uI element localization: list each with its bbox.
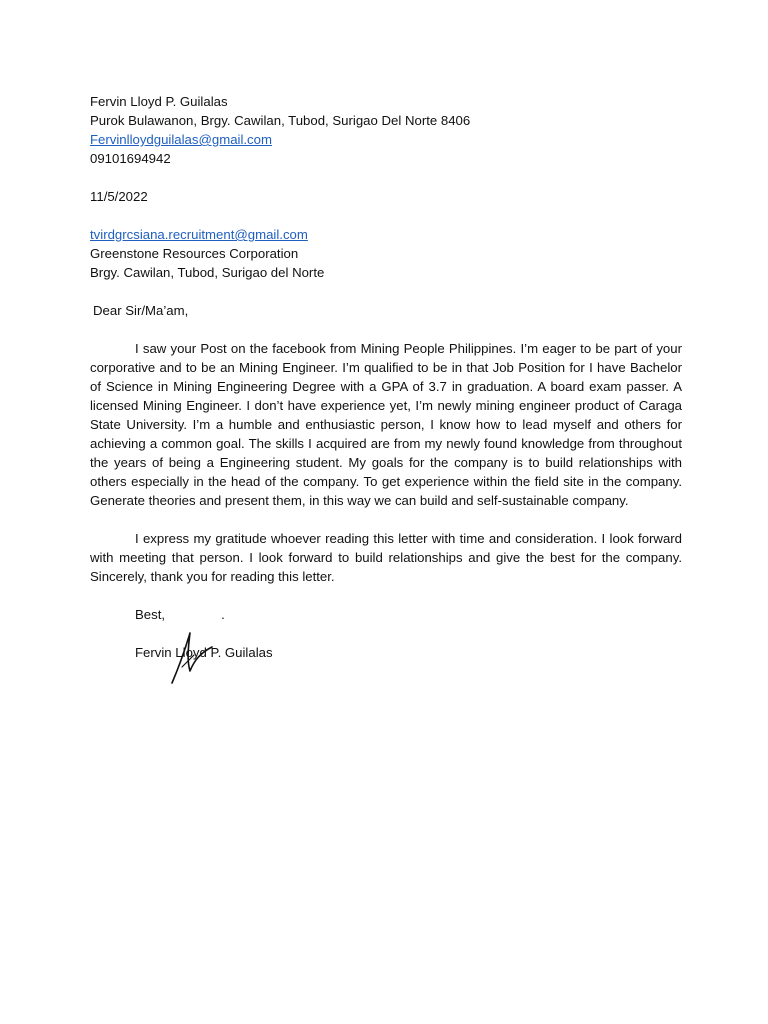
sender-address: Purok Bulawanon, Brgy. Cawilan, Tubod, Surigao Del Norte 8406 (90, 113, 471, 128)
handwritten-signature-icon (166, 627, 214, 685)
spacer (90, 168, 682, 187)
signed-name: Fervin Lloyd P. Guilalas (135, 645, 273, 660)
recipient-company: Greenstone Resources Corporation (90, 246, 299, 261)
spacer (90, 586, 682, 605)
spacer (90, 510, 682, 529)
spacer (90, 206, 682, 225)
sender-name: Fervin Lloyd P. Guilalas (90, 94, 228, 109)
cover-letter (90, 92, 682, 662)
body-paragraph-1: I saw your Post on the facebook from Mining People Philippines. I’m eager to be part of your corporative and to be an Mining Engineer. I’m qualified to be in that Job Position for I have Bachelor of Science in Mining Engineering Degree with a GPA of 3.7 in graduation. A board exam passer. A licensed Mining Engineer. I don’t have experience yet, I’m newly mining engineer product of Caraga State University. I’m a humble and enthusiastic person, I know how to lead myself and others for achieving a common goal. The skills I acquired are from my newly found knowledge from throughout the years of being a Engineering student. My goals for the company is to build relationships with others especially in the head of the company. To get experience within the field site in the company. Generate theories and present them, in this way we can build and self-sustainable company. (90, 341, 682, 508)
recipient-address: Brgy. Cawilan, Tubod, Surigao del Norte (90, 265, 325, 280)
sender-email-link[interactable]: Fervinlloydguilalas@gmail.com (90, 132, 272, 147)
closing-word: Best, (135, 607, 166, 622)
sender-phone: 09101694942 (90, 151, 171, 166)
closing-line (90, 605, 682, 624)
signature-block (90, 643, 682, 662)
body-paragraph-2: I express my gratitude whoever reading this letter with time and consideration. I look forward with meeting that person. I look forward to build relationships and give the best for the company. Sincerely, thank you for reading this letter. (90, 531, 682, 584)
salutation: Dear Sir/Ma’am, (93, 303, 189, 318)
letter-date: 11/5/2022 (90, 189, 148, 204)
closing-trailing-mark: . (221, 607, 225, 622)
recipient-email-link[interactable]: tvirdgrcsiana.recruitment@gmail.com (90, 227, 308, 242)
spacer (90, 320, 682, 339)
spacer (90, 282, 682, 301)
